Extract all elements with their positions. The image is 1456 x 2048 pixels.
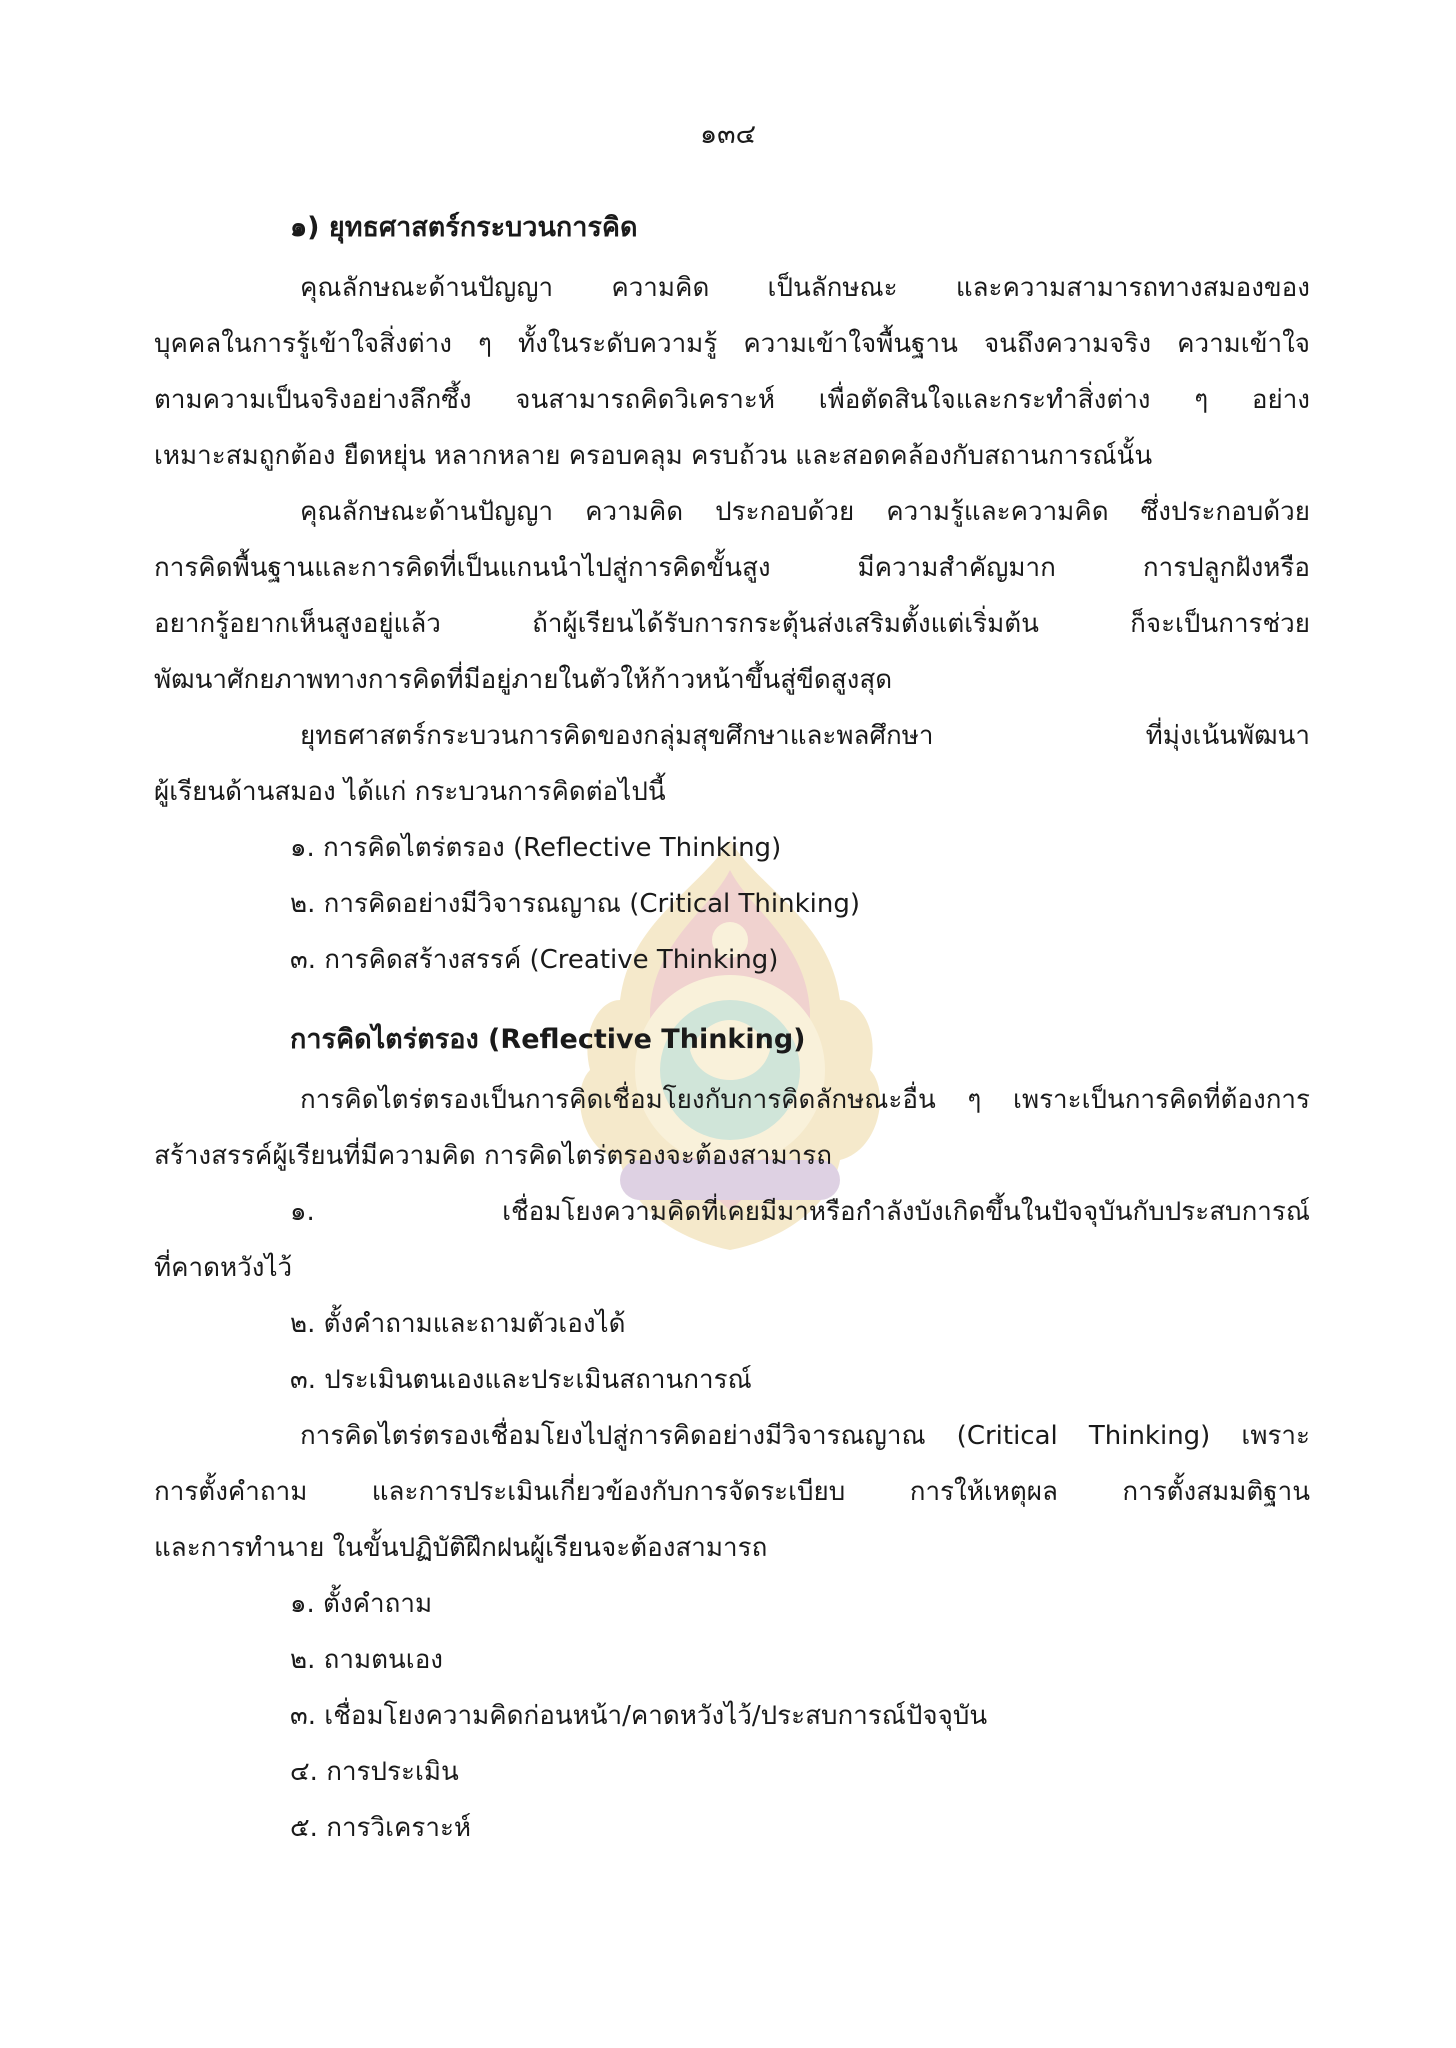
- list-item: ๒. ตั้งคำถามและถามตัวเองได้: [290, 1309, 626, 1339]
- paragraph-2-line-4: พัฒนาศักยภาพทางการคิดที่มีอยู่ภายในตัวให้ก้าวหน้าขึ้นสู่ขีดสูงสุด: [154, 665, 893, 695]
- list-item: ๕. การวิเคราะห์: [290, 1813, 472, 1843]
- paragraph-4-line-1: การคิดไตร่ตรองเป็นการคิดเชื่อมโยงกับการคิดลักษณะอื่น ๆ เพราะเป็นการคิดที่ต้องการ: [300, 1085, 1310, 1115]
- paragraph-5-line-3: และการทำนาย ในขั้นปฏิบัติฝึกฝนผู้เรียนจะต้องสามารถ: [154, 1533, 768, 1563]
- paragraph-1-line-3: ตามความเป็นจริงอย่างลึกซึ้ง จนสามารถคิดวิเคราะห์ เพื่อตัดสินใจและกระทำสิ่งต่าง ๆ อย่าง: [154, 385, 1310, 415]
- list-item-continuation: ที่คาดหวังไว้: [154, 1253, 293, 1283]
- list-item: ๑. เชื่อมโยงความคิดที่เคยมีมาหรือกำลังบังเกิดขึ้นในปัจจุบันกับประสบการณ์: [290, 1197, 1310, 1227]
- paragraph-2-line-3: อยากรู้อยากเห็นสูงอยู่แล้ว ถ้าผู้เรียนได้รับการกระตุ้นส่งเสริมตั้งแต่เริ่มต้น ก็จะเป็นการช่วย: [154, 609, 1310, 639]
- paragraph-2-line-2: การคิดพื้นฐานและการคิดที่เป็นแกนนำไปสู่การคิดขั้นสูง มีความสำคัญมาก การปลูกฝังหรือ: [154, 553, 1310, 583]
- paragraph-1-line-1: คุณลักษณะด้านปัญญา ความคิด เป็นลักษณะ และความสามารถทางสมองของ: [300, 273, 1310, 303]
- paragraph-2-line-1: คุณลักษณะด้านปัญญา ความคิด ประกอบด้วย ความรู้และความคิด ซึ่งประกอบด้วย: [300, 497, 1310, 527]
- paragraph-5-line-2: การตั้งคำถาม และการประเมินเกี่ยวข้องกับการจัดระเบียบ การให้เหตุผล การตั้งสมมติฐาน: [154, 1477, 1310, 1507]
- list-item: ๓. การคิดสร้างสรรค์ (Creative Thinking): [290, 945, 779, 975]
- paragraph-3-line-1: ยุทธศาสตร์กระบวนการคิดของกลุ่มสุขศึกษาและพลศึกษา ที่มุ่งเน้นพัฒนา: [300, 721, 1310, 751]
- paragraph-1-line-2: บุคคลในการรู้เข้าใจสิ่งต่าง ๆ ทั้งในระดับความรู้ ความเข้าใจพื้นฐาน จนถึงความจริง ความเข้าใจ: [154, 329, 1310, 359]
- subheading: การคิดไตร่ตรอง (Reflective Thinking): [290, 1024, 806, 1055]
- list-item: ๓. เชื่อมโยงความคิดก่อนหน้า/คาดหวังไว้/ประสบการณ์ปัจจุบัน: [290, 1701, 988, 1731]
- list-item: ๑. การคิดไตร่ตรอง (Reflective Thinking): [290, 833, 782, 863]
- section-heading: ๑) ยุทธศาสตร์กระบวนการคิด: [290, 212, 638, 243]
- paragraph-3-line-2: ผู้เรียนด้านสมอง ได้แก่ กระบวนการคิดต่อไปนี้: [154, 777, 666, 807]
- paragraph-5-line-1: การคิดไตร่ตรองเชื่อมโยงไปสู่การคิดอย่างมีวิจารณญาณ (Critical Thinking) เพราะ: [300, 1421, 1310, 1451]
- list-item: ๔. การประเมิน: [290, 1757, 459, 1787]
- paragraph-4-line-2: สร้างสรรค์ผู้เรียนที่มีความคิด การคิดไตร่ตรองจะต้องสามารถ: [154, 1141, 832, 1171]
- page-number: ๑๓๔: [699, 119, 757, 150]
- list-item: ๒. การคิดอย่างมีวิจารณญาณ (Critical Thinking): [290, 889, 861, 919]
- list-item: ๑. ตั้งคำถาม: [290, 1589, 433, 1619]
- paragraph-1-line-4: เหมาะสมถูกต้อง ยืดหยุ่น หลากหลาย ครอบคลุม ครบถ้วน และสอดคล้องกับสถานการณ์นั้น: [154, 441, 1153, 471]
- list-item: ๓. ประเมินตนเองและประเมินสถานการณ์: [290, 1365, 752, 1395]
- list-item: ๒. ถามตนเอง: [290, 1645, 444, 1675]
